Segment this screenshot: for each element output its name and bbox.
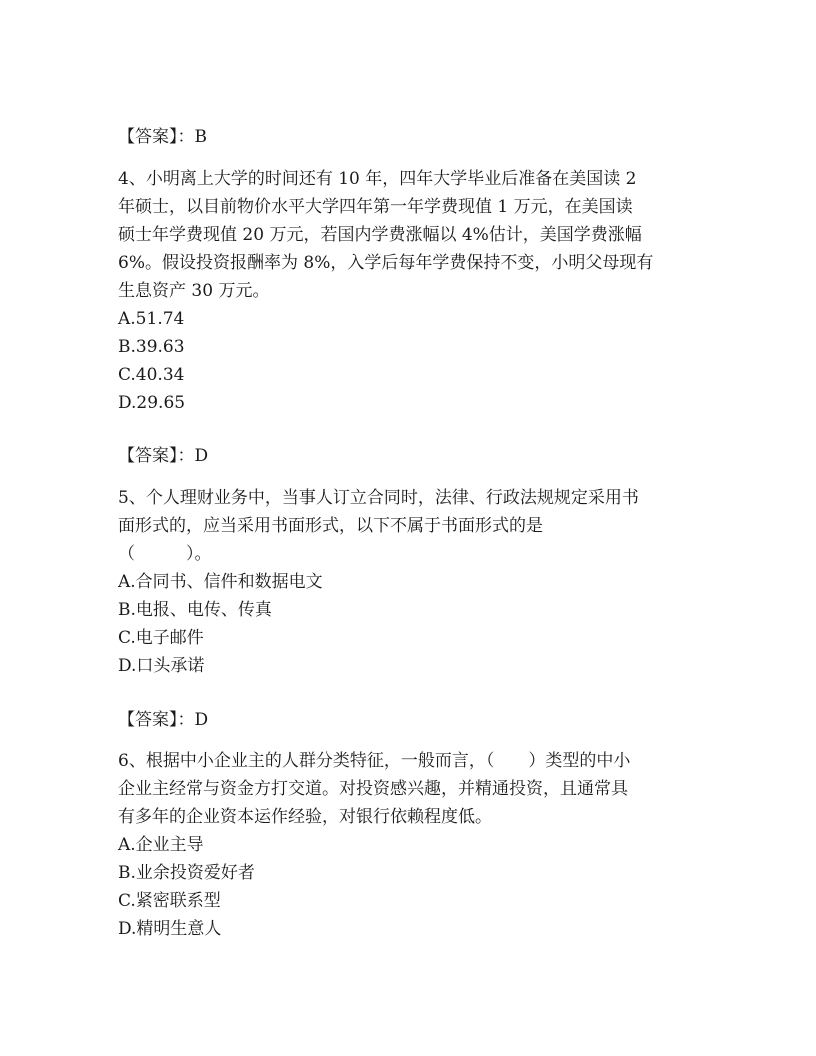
question-4-option-b: B.39.63 [118, 337, 185, 357]
question-4-option-c: C.40.34 [118, 365, 185, 385]
question-5-line-3: （ ）。 [118, 544, 212, 564]
question-5-option-a: A.合同书、信件和数据电文 [118, 572, 323, 592]
answer-value: D [194, 446, 209, 466]
question-6-option-a: A.企业主导 [118, 835, 204, 855]
question-4-option-d: D.29.65 [118, 393, 186, 413]
question-4-option-a: A.51.74 [118, 309, 185, 329]
question-5-option-b: B.电报、电传、传真 [118, 600, 272, 620]
question-5-option-d: D.口头承诺 [118, 656, 205, 676]
question-6-option-d: D.精明生意人 [118, 919, 222, 939]
answer-prefix: 【答案】： [118, 127, 195, 147]
answer-prefix: 【答案】： [118, 446, 195, 466]
question-6-line-2: 企业主经常与资金方打交道。对投资感兴趣，并精通投资，且通常具 [118, 779, 628, 799]
question-4-line-3: 硕士年学费现值 20 万元，若国内学费涨幅以 4%估计，美国学费涨幅 [118, 225, 642, 245]
question-5-line-2: 面形式的，应当采用书面形式，以下不属于书面形式的是 [118, 516, 543, 536]
answer-value: D [194, 710, 209, 730]
question-5-option-c: C.电子邮件 [118, 628, 204, 648]
question-4-line-1: 4、小明离上大学的时间还有 10 年，四年大学毕业后准备在美国读 2 [118, 169, 637, 189]
answer-line-1 [118, 127, 207, 147]
answer-line-2 [118, 446, 208, 466]
answer-prefix: 【答案】： [118, 710, 195, 730]
question-5-line-1: 5、个人理财业务中，当事人订立合同时，法律、行政法规规定采用书 [118, 488, 639, 508]
question-6-option-b: B.业余投资爱好者 [118, 863, 255, 883]
question-4-line-5: 生息资产 30 万元。 [118, 281, 270, 301]
question-4-line-4: 6%。假设投资报酬率为 8%，入学后每年学费保持不变，小明父母现有 [118, 253, 654, 273]
question-6-line-3: 有多年的企业资本运作经验，对银行依赖程度低。 [118, 807, 492, 827]
question-6-option-c: C.紧密联系型 [118, 891, 221, 911]
question-4-line-2: 年硕士，以目前物价水平大学四年第一年学费现值 1 万元，在美国读 [118, 197, 633, 217]
answer-line-3 [118, 710, 208, 730]
question-6-line-1: 6、根据中小企业主的人群分类特征，一般而言，（ ）类型的中小 [118, 751, 631, 771]
answer-value: B [194, 127, 207, 147]
